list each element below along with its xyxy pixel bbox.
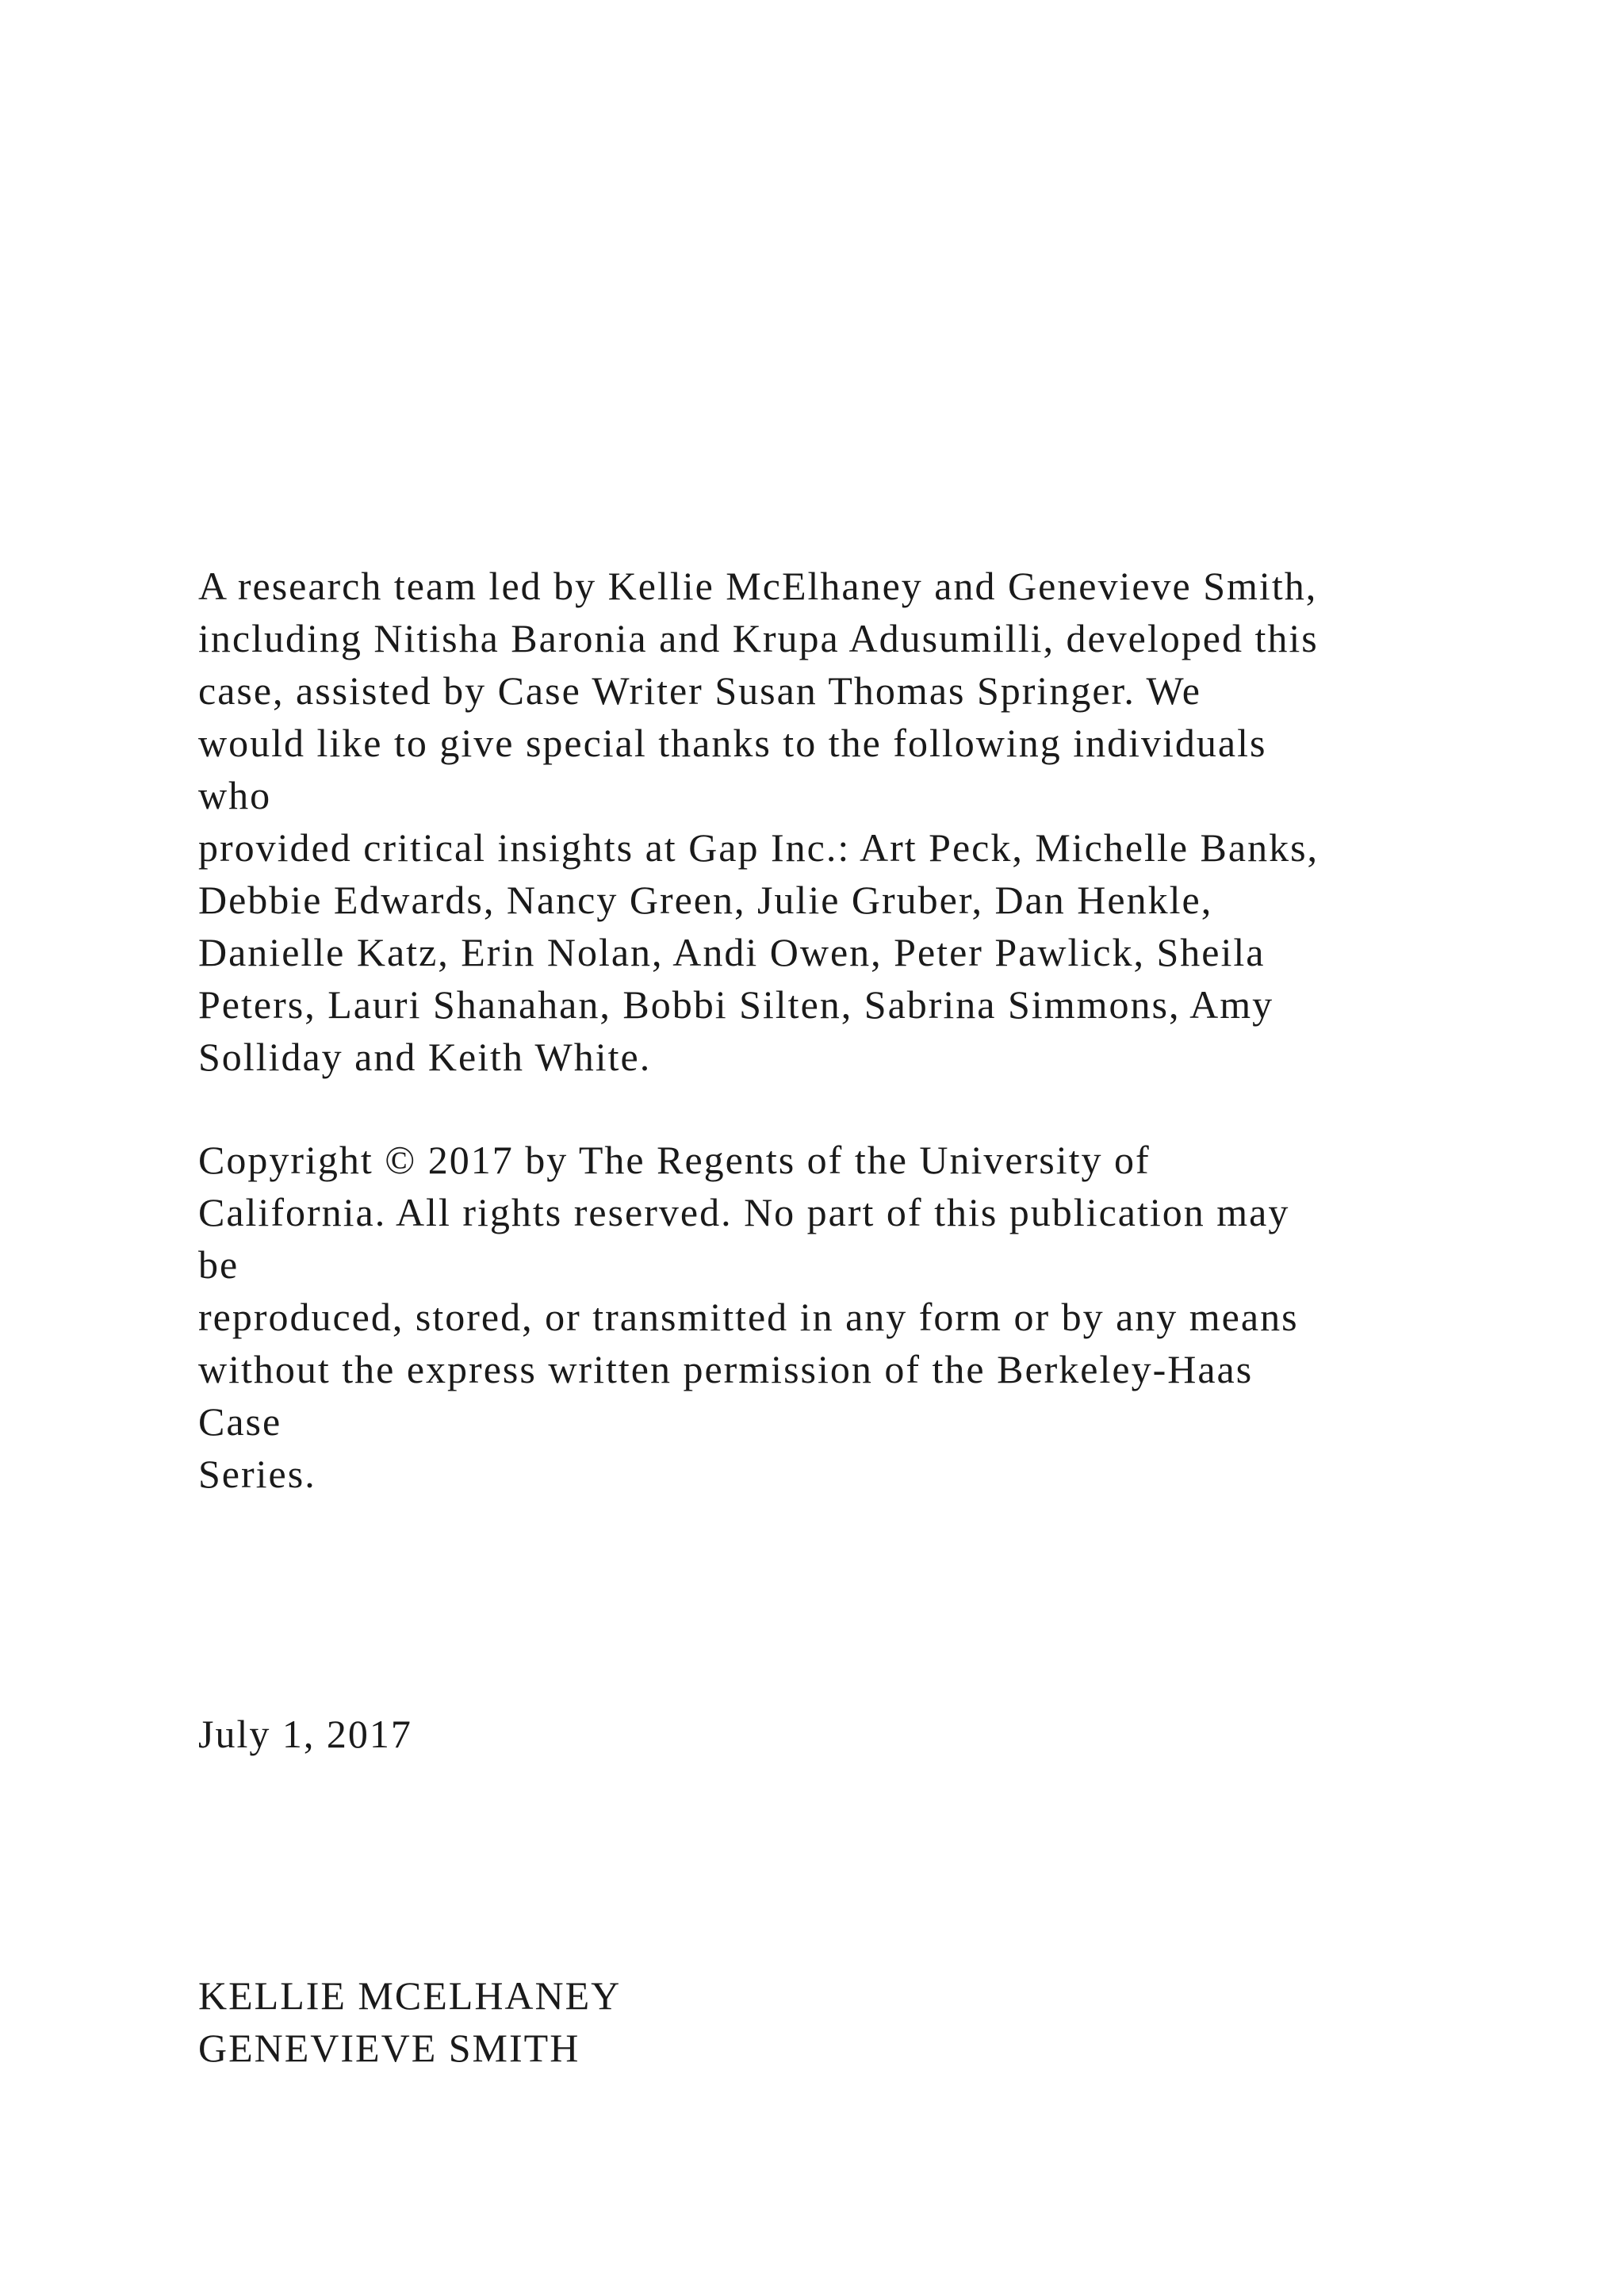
text-line: Case bbox=[198, 1399, 282, 1444]
date-text: July 1, 2017 bbox=[198, 1712, 412, 1756]
text-line: who bbox=[198, 773, 272, 817]
text-line: Series. bbox=[198, 1452, 316, 1496]
copyright-paragraph bbox=[198, 1134, 1546, 1500]
text-line: A research team led by Kellie McElhaney and Genevieve Smith, bbox=[198, 564, 1318, 608]
acknowledgements-paragraph bbox=[198, 560, 1546, 1083]
text-line: be bbox=[198, 1242, 239, 1287]
author-name: KELLIE MCELHANEY bbox=[198, 1973, 622, 2018]
author-name: GENEVIEVE SMITH bbox=[198, 2026, 580, 2070]
text-line: case, assisted by Case Writer Susan Thomas Springer. We bbox=[198, 668, 1201, 713]
text-line: California. All rights reserved. No part of this publication may bbox=[198, 1190, 1290, 1234]
text-line: reproduced, stored, or transmitted in any form or by any means bbox=[198, 1295, 1299, 1339]
text-line: provided critical insights at Gap Inc.: Art Peck, Michelle Banks, bbox=[198, 825, 1320, 870]
text-line: Copyright © 2017 by The Regents of the University of bbox=[198, 1138, 1151, 1182]
text-line: Peters, Lauri Shanahan, Bobbi Silten, Sabrina Simmons, Amy bbox=[198, 982, 1274, 1027]
text-line: Solliday and Keith White. bbox=[198, 1035, 652, 1079]
text-line: Debbie Edwards, Nancy Green, Julie Gruber, Dan Henkle, bbox=[198, 878, 1213, 922]
author-list bbox=[198, 1969, 1546, 2074]
text-line: Danielle Katz, Erin Nolan, Andi Owen, Peter Pawlick, Sheila bbox=[198, 930, 1266, 974]
text-line: without the express written permission of the Berkeley-Haas bbox=[198, 1347, 1254, 1391]
publication-date bbox=[198, 1708, 1546, 1760]
text-line: including Nitisha Baronia and Krupa Adusumilli, developed this bbox=[198, 616, 1319, 660]
text-line: would like to give special thanks to the following individuals bbox=[198, 721, 1267, 765]
